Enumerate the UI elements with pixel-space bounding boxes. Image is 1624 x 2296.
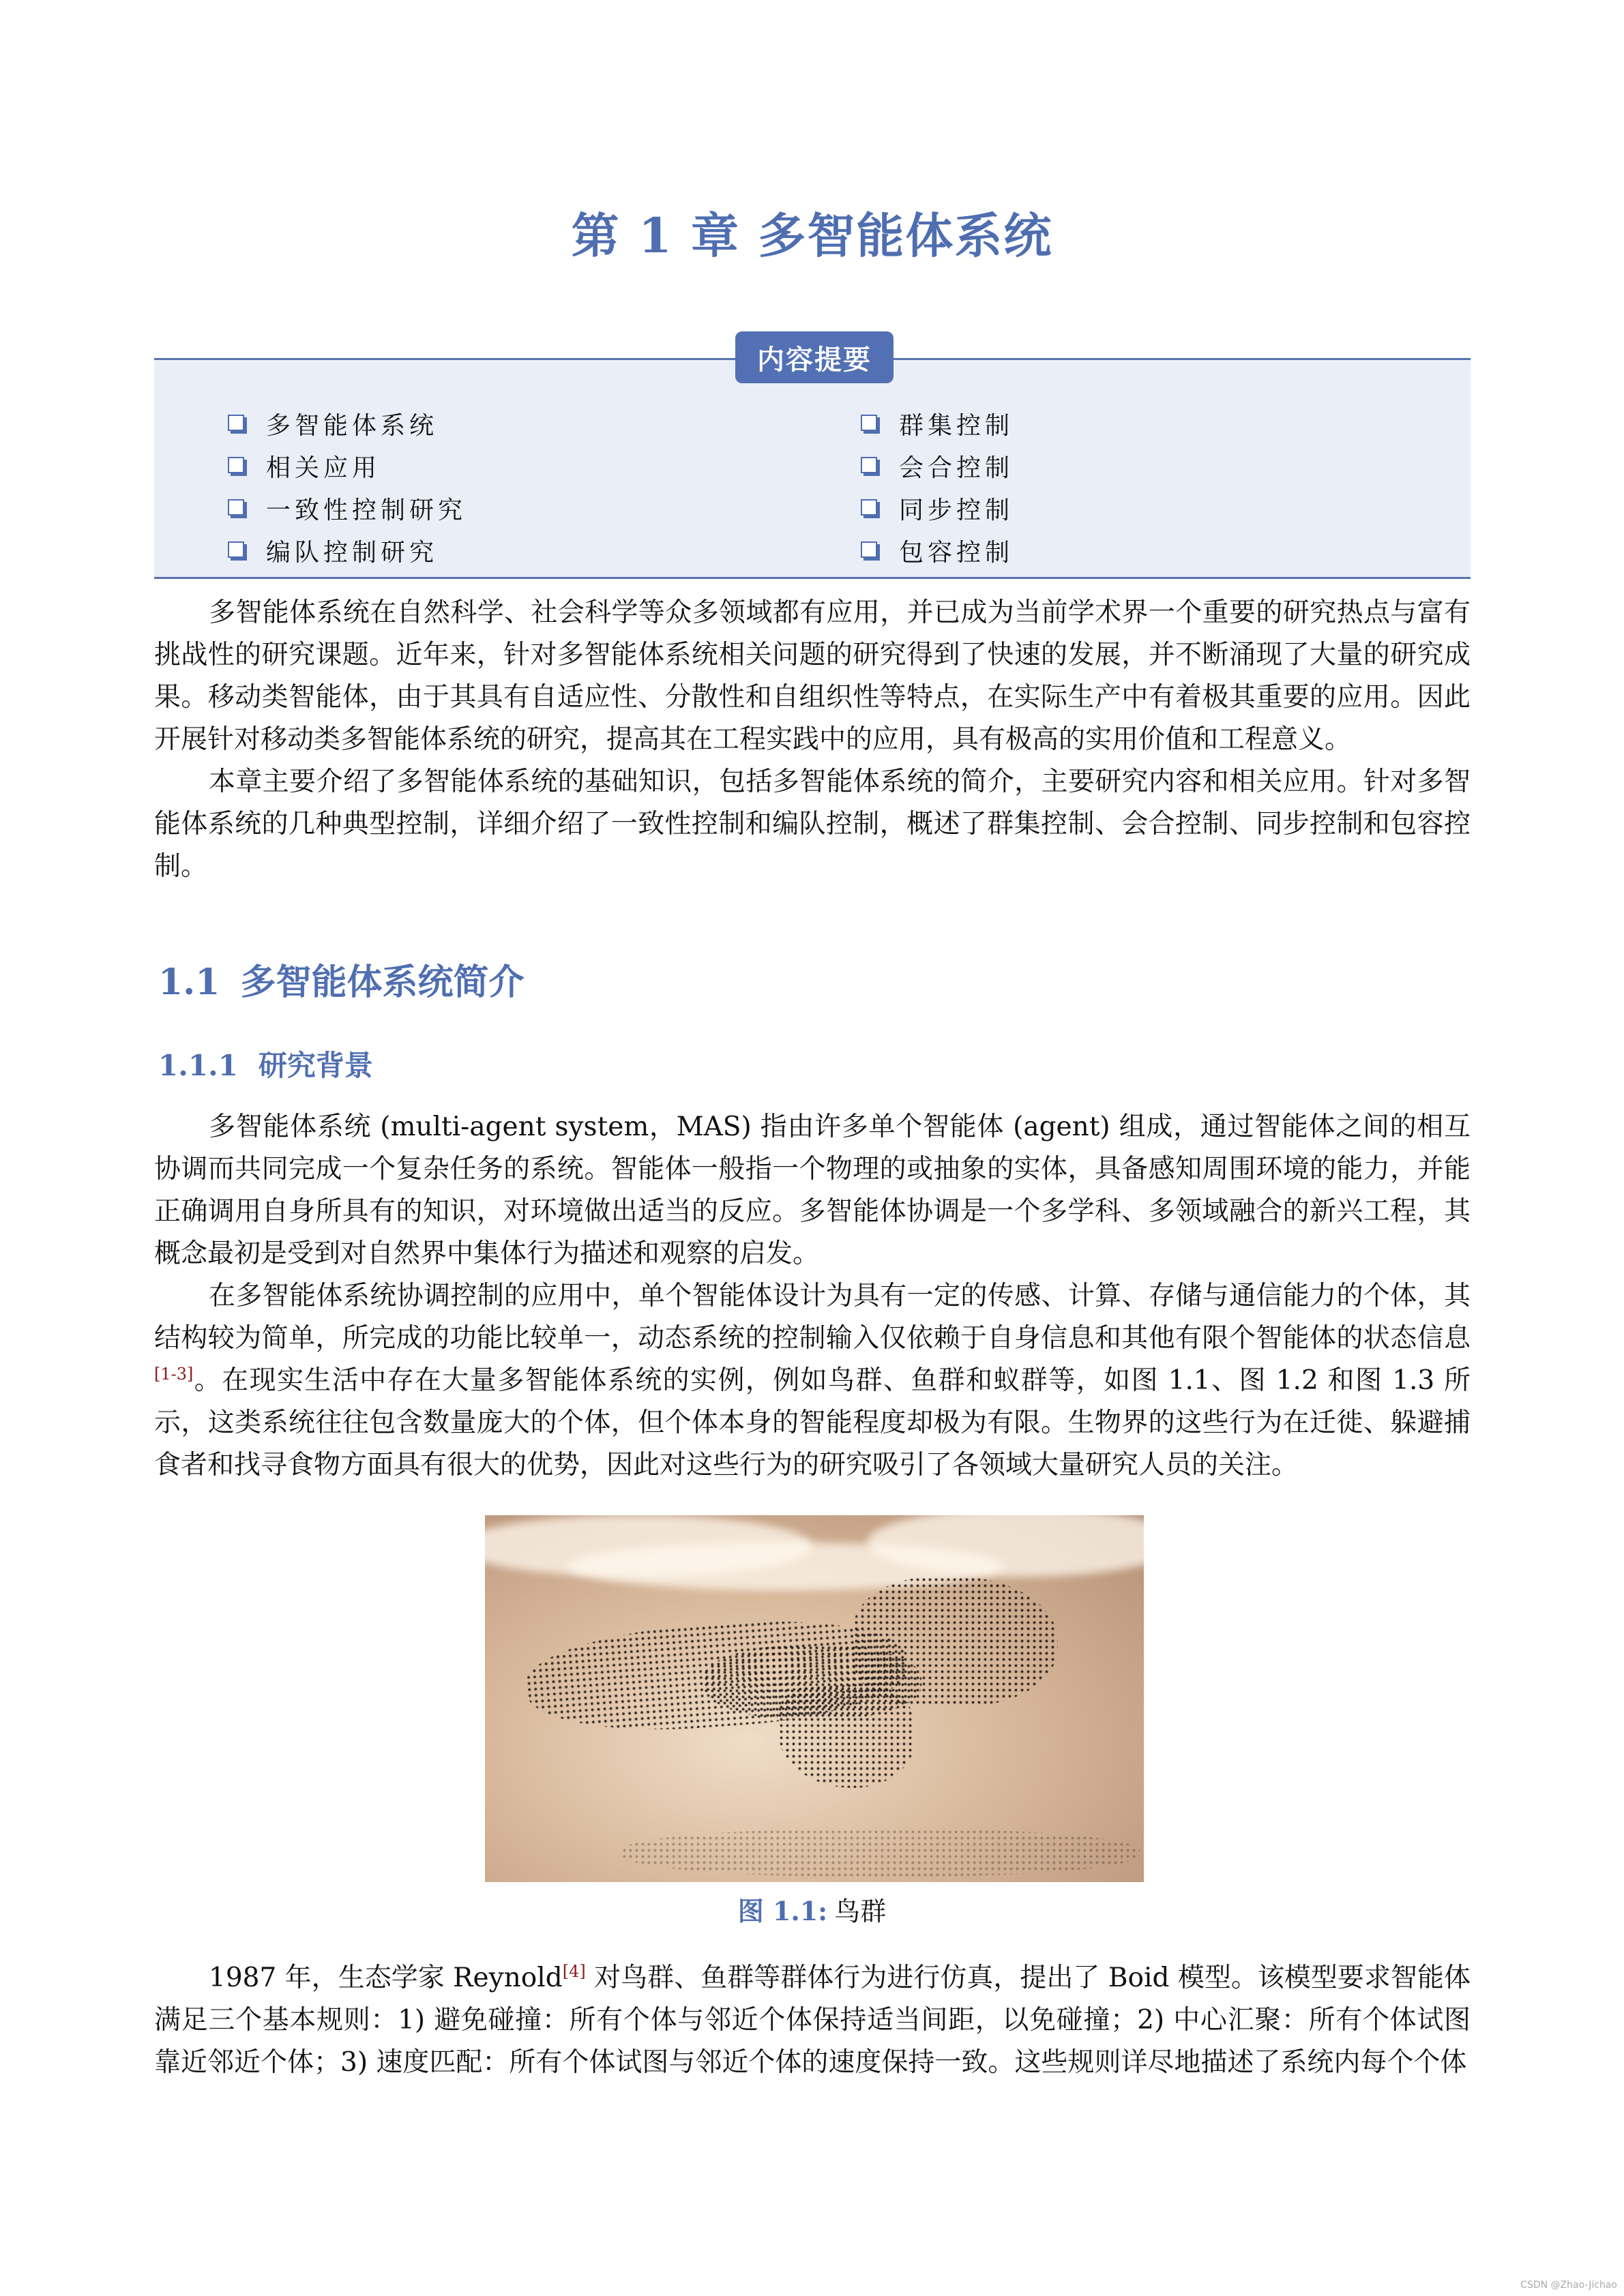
subsection-title: 研究背景	[258, 1049, 373, 1082]
intro-paragraph-2: 本章主要介绍了多智能体系统的基础知识，包括多智能体系统的简介，主要研究内容和相关应用。针对多智能体系统的几种典型控制，详细介绍了一致性控制和编队控制，概述了群集控制、会合控制、同步控制和包容控制。	[154, 766, 1471, 882]
body-paragraph-2	[154, 1275, 1471, 1487]
figure-caption	[0, 1890, 1624, 1928]
subsection-heading	[158, 1043, 373, 1084]
summary-item-label: 包容控制	[899, 538, 1014, 567]
bird-flock-image	[485, 1515, 1144, 1882]
summary-item	[861, 487, 1014, 529]
section-title: 多智能体系统简介	[240, 961, 525, 1003]
citation-link[interactable]: [4]	[562, 1962, 586, 1981]
summary-item-label: 多智能体系统	[266, 411, 439, 440]
summary-item-label: 一致性控制研究	[266, 496, 467, 524]
figure-caption-text: 鸟群	[834, 1896, 887, 1926]
text-span: 1987 年，生态学家 Reynold	[209, 1963, 563, 1993]
checkbox-bullet-icon	[228, 457, 246, 475]
summary-item	[228, 487, 467, 529]
summary-item	[228, 529, 467, 571]
section-heading	[158, 953, 524, 1004]
chapter-title: 第 1 章 多智能体系统	[571, 207, 1053, 264]
summary-item	[228, 445, 467, 487]
subsection-number: 1.1.1	[158, 1049, 238, 1082]
summary-item	[861, 402, 1014, 445]
summary-item	[861, 445, 1014, 487]
checkbox-bullet-icon	[861, 541, 879, 559]
text-span: 在多智能体系统协调控制的应用中，单个智能体设计为具有一定的传感、计算、存储与通信能力的个体，其结构较为简单，所完成的功能比较单一，动态系统的控制输入仅依赖于自身信息和其他有限个智能体的状态信息	[154, 1281, 1471, 1354]
checkbox-bullet-icon	[861, 415, 879, 432]
summary-badge: 内容提要	[735, 331, 894, 383]
checkbox-bullet-icon	[861, 499, 879, 517]
section-number: 1.1	[158, 961, 220, 1003]
summary-item	[861, 529, 1014, 571]
summary-box	[154, 343, 1471, 579]
body-paragraph-3	[154, 1957, 1471, 2084]
summary-column-right	[861, 402, 1014, 571]
summary-item-label: 同步控制	[899, 496, 1014, 524]
watermark: CSDN @Zhao-Jichao	[1520, 2280, 1617, 2291]
checkbox-bullet-icon	[228, 415, 246, 432]
figure-label: 图 1.1:	[737, 1896, 828, 1926]
summary-item-label: 编队控制研究	[266, 538, 439, 567]
body-paragraph-1: 多智能体系统 (multi-agent system，MAS) 指由许多单个智能体 (agent) 组成，通过智能体之间的相互协调而共同完成一个复杂任务的系统。智能体一般指一个物理的或抽象的实体，具备感知周围环境的能力，并能正确调用自身所具有的知识，对环境做出适当的反应。多智能体协调是一个多学科、多领域融合的新兴工程，其概念最初是受到对自然界中集体行为描述和观察的启发。	[154, 1112, 1471, 1269]
summary-column-left	[228, 402, 467, 571]
text-span: 。在现实生活中存在大量多智能体系统的实例，例如鸟群、鱼群和蚁群等，如图 1.1、图 1.2 和图 1.3 所示，这类系统往往包含数量庞大的个体，但个体本身的智能程度却极为有限。生物界的这些行为在迁徙、躲避捕食者和找寻食物方面具有很大的优势，因此对这些行为的研究吸引了各领域大量研究人员的关注。	[154, 1365, 1471, 1480]
checkbox-bullet-icon	[228, 541, 246, 559]
intro-paragraph-1: 多智能体系统在自然科学、社会科学等众多领域都有应用，并已成为当前学术界一个重要的研究热点与富有挑战性的研究课题。近年来，针对多智能体系统相关问题的研究得到了快速的发展，并不断涌现了大量的研究成果。移动类智能体，由于其具有自适应性、分散性和自组织性等特点，在实际生产中有着极其重要的应用。因此开展针对移动类多智能体系统的研究，提高其在工程实践中的应用，具有极高的实用价值和工程意义。	[154, 597, 1471, 755]
text-span: 对鸟群、鱼群等群体行为进行仿真，提出了 Boid 模型。该模型要求智能体满足三个基本规则：1) 避免碰撞：所有个体与邻近个体保持适当间距，以免碰撞；2) 中心汇聚：所有个体试图靠近邻近个体；3) 速度匹配：所有个体试图与邻近个体的速度保持一致。这些规则详尽地描述了系统内每个个体	[154, 1963, 1471, 2078]
summary-item-label: 相关应用	[266, 453, 381, 482]
summary-item	[228, 402, 467, 445]
checkbox-bullet-icon	[228, 499, 246, 517]
citation-link[interactable]: [1-3]	[154, 1365, 194, 1384]
summary-item-label: 会合控制	[899, 453, 1014, 482]
checkbox-bullet-icon	[861, 457, 879, 475]
summary-item-label: 群集控制	[899, 411, 1014, 440]
